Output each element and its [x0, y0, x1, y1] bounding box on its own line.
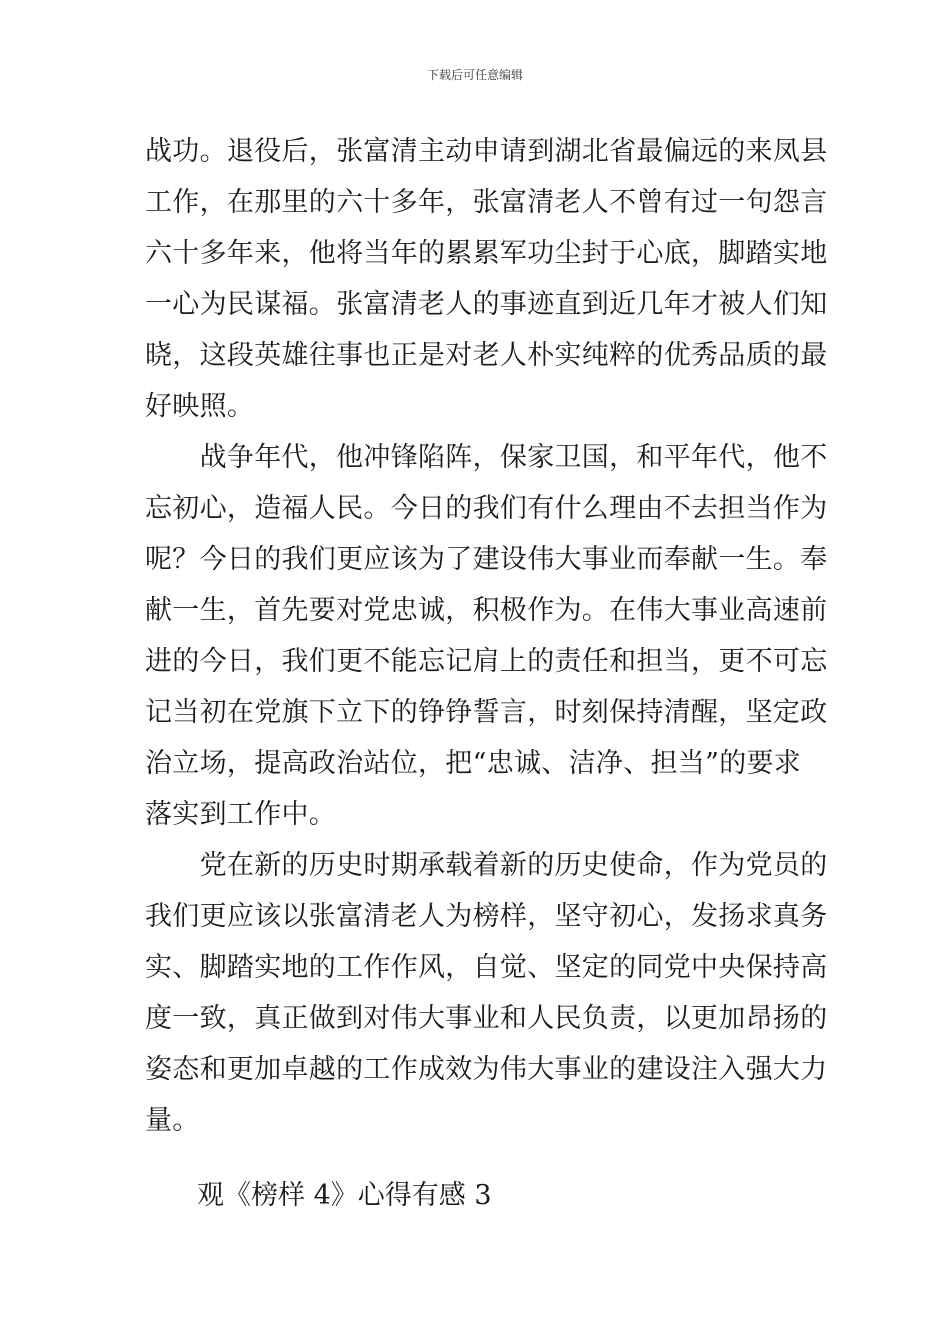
text-line: 进的今日，我们更不能忘记肩上的责任和担当，更不可忘 [145, 646, 828, 677]
section-title: 观《榜样 4》心得有感 3 [197, 1180, 492, 1211]
text-line: 一心为民谋福。张富清老人的事迹直到近几年才被人们知 [145, 289, 828, 320]
text-line: 我们更应该以张富清老人为榜样，坚守初心，发扬求真务 [145, 901, 828, 932]
text-line: 战功。退役后，张富清主动申请到湖北省最偏远的来凤县 [145, 136, 828, 167]
body-text [145, 126, 828, 1146]
text-line: 工作，在那里的六十多年，张富清老人不曾有过一句怨言 [145, 187, 828, 218]
paragraph-2 [145, 432, 828, 840]
text-line: 战争年代，他冲锋陷阵，保家卫国，和平年代，他不 [145, 442, 828, 473]
text-line: 实、脚踏实地的工作作风，自觉、坚定的同党中央保持高 [145, 952, 828, 983]
text-line: 量。 [145, 1105, 200, 1136]
header-note: 下载后可任意编辑 [426, 68, 523, 82]
text-line: 好映照。 [145, 391, 255, 422]
text-line: 记当初在党旗下立下的铮铮誓言，时刻保持清醒，坚定政 [145, 697, 828, 728]
text-line: 献一生，首先要对党忠诚，积极作为。在伟大事业高速前 [145, 595, 828, 626]
text-line: 晓，这段英雄往事也正是对老人朴实纯粹的优秀品质的最 [145, 340, 828, 371]
text-line: 呢？今日的我们更应该为了建设伟大事业而奉献一生。奉 [145, 544, 828, 575]
text-line: 落实到工作中。 [145, 799, 337, 830]
paragraph-1 [145, 126, 828, 432]
text-line: 姿态和更加卓越的工作成效为伟大事业的建设注入强大力 [145, 1054, 828, 1085]
text-line: 治立场，提高政治站位，把“忠诚、洁净、担当”的要求 [145, 748, 802, 779]
text-line: 度一致，真正做到对伟大事业和人民负责，以更加昂扬的 [145, 1003, 828, 1034]
text-line: 党在新的历史时期承载着新的历史使命，作为党员的 [145, 850, 828, 881]
text-line: 忘初心，造福人民。今日的我们有什么理由不去担当作为 [145, 493, 828, 524]
paragraph-3 [145, 840, 828, 1146]
text-line: 六十多年来，他将当年的累累军功尘封于心底，脚踏实地 [145, 238, 828, 269]
